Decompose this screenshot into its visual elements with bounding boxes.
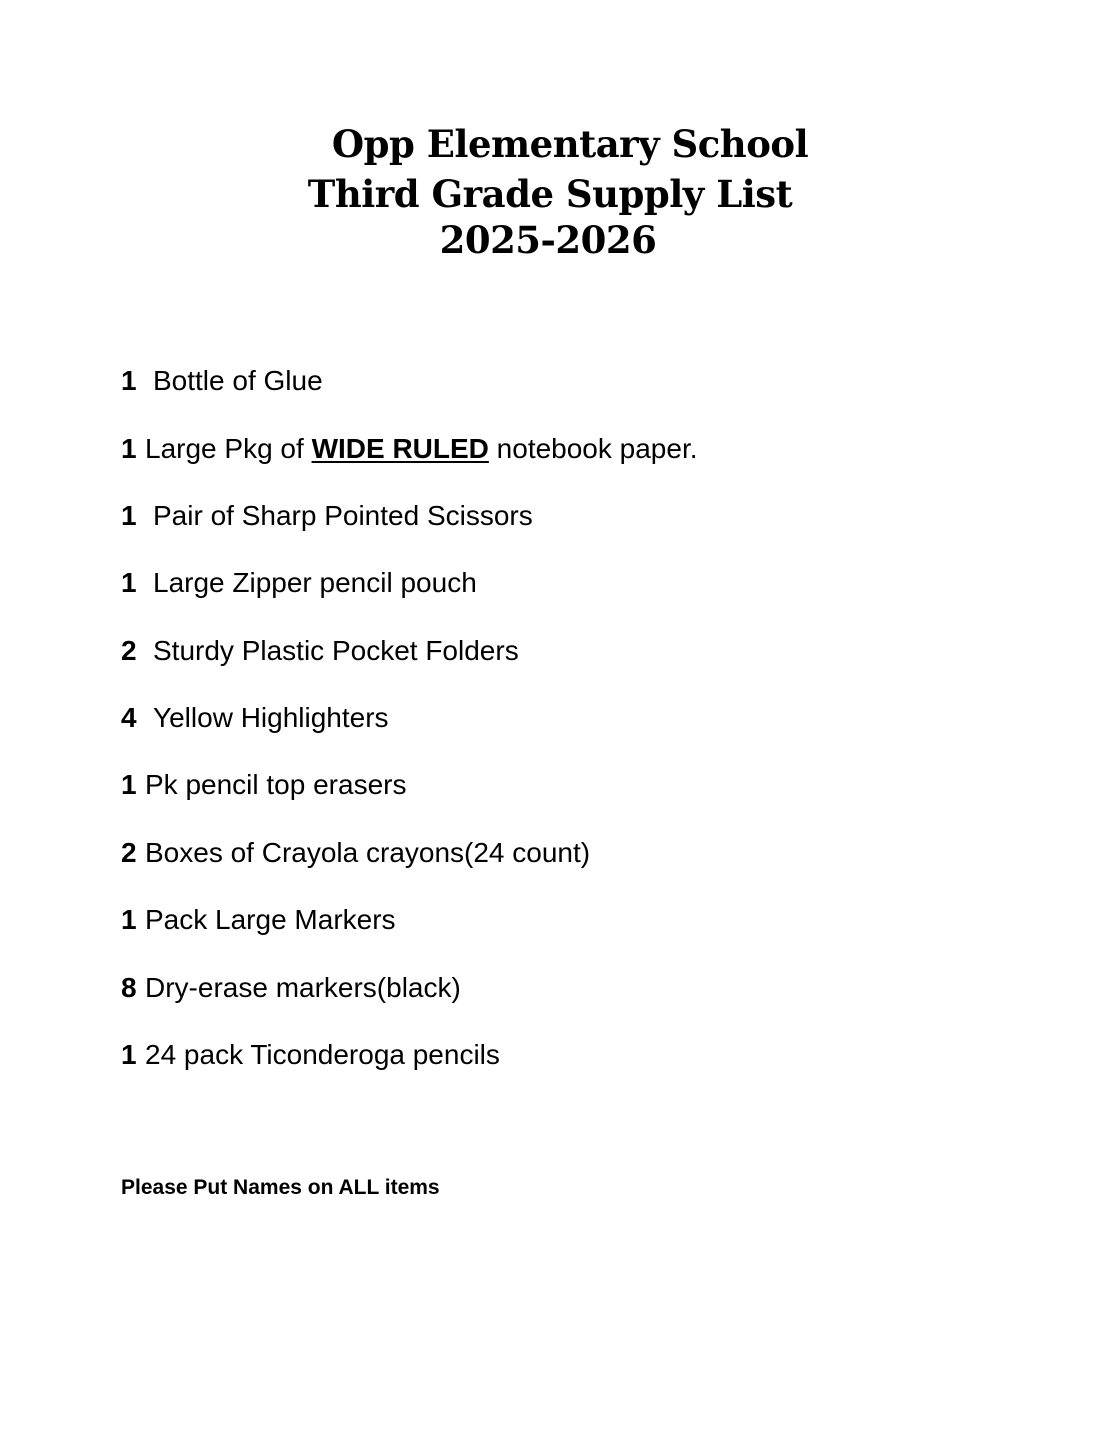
item-description: Pair of Sharp Pointed Scissors bbox=[153, 500, 533, 531]
item-emphasis: WIDE RULED bbox=[311, 433, 489, 464]
list-item bbox=[121, 771, 406, 799]
item-quantity: 1 bbox=[121, 433, 137, 464]
list-title: Third Grade Supply List bbox=[307, 172, 793, 216]
list-item bbox=[121, 839, 590, 867]
item-description: 24 pack Ticonderoga pencils bbox=[145, 1039, 500, 1070]
list-item bbox=[121, 906, 396, 934]
item-quantity: 1 bbox=[121, 365, 137, 396]
list-item bbox=[121, 974, 461, 1002]
item-quantity: 1 bbox=[121, 904, 137, 935]
item-quantity: 1 bbox=[121, 500, 137, 531]
item-description-end: notebook paper. bbox=[488, 433, 698, 464]
item-description: Dry-erase markers(black) bbox=[145, 972, 461, 1003]
item-quantity: 4 bbox=[121, 702, 137, 733]
school-name: Opp Elementary School bbox=[331, 122, 809, 166]
list-item bbox=[121, 367, 323, 395]
item-description: Pk pencil top erasers bbox=[145, 769, 407, 800]
item-description: Large Zipper pencil pouch bbox=[153, 567, 477, 598]
list-item bbox=[121, 1041, 500, 1069]
footer-note: Please Put Names on ALL items bbox=[121, 1176, 440, 1199]
item-description: Bottle of Glue bbox=[153, 365, 323, 396]
list-item bbox=[121, 502, 533, 530]
list-item bbox=[121, 435, 698, 463]
school-year: 2025-2026 bbox=[439, 218, 657, 262]
item-description: Large Pkg of bbox=[145, 433, 312, 464]
item-quantity: 2 bbox=[121, 837, 137, 868]
list-item bbox=[121, 704, 389, 732]
list-item bbox=[121, 637, 519, 665]
item-description: Sturdy Plastic Pocket Folders bbox=[153, 635, 519, 666]
item-description: Yellow Highlighters bbox=[153, 702, 389, 733]
item-description: Pack Large Markers bbox=[145, 904, 396, 935]
item-quantity: 8 bbox=[121, 972, 137, 1003]
item-quantity: 2 bbox=[121, 635, 137, 666]
item-quantity: 1 bbox=[121, 769, 137, 800]
item-quantity: 1 bbox=[121, 1039, 137, 1070]
item-description: Boxes of Crayola crayons(24 count) bbox=[145, 837, 591, 868]
item-quantity: 1 bbox=[121, 567, 137, 598]
list-item bbox=[121, 569, 477, 597]
